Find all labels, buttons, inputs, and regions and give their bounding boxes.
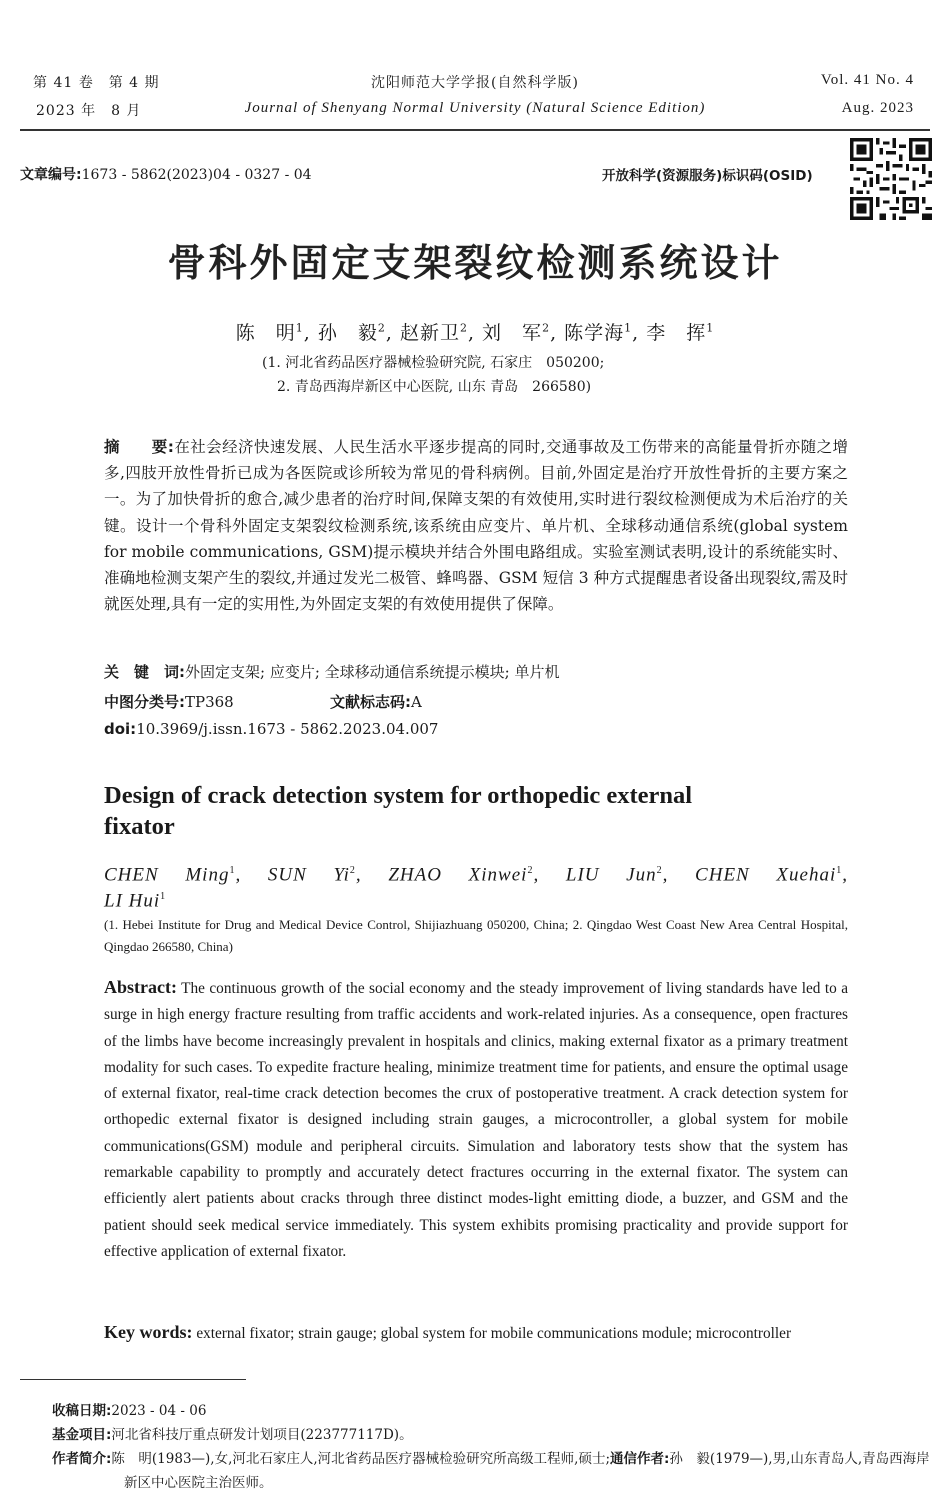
abstract-en-label: Abstract: xyxy=(104,977,177,997)
footnote-rule xyxy=(20,1379,246,1380)
abstract-cn-label: 摘 要: xyxy=(104,438,174,456)
affiliation-cn-2: 2. 青岛西海岸新区中心医院, 山东 青岛 266580) xyxy=(277,379,592,395)
title-cn: 骨科外固定支架裂纹检测系统设计 xyxy=(167,241,783,285)
author-cn-name: 孙 毅 xyxy=(317,322,378,344)
document-code-label: 文献标志码: xyxy=(330,693,411,711)
author-cn-affiliation-mark: 2 xyxy=(377,321,386,335)
author-cn-name: 陈 明 xyxy=(235,322,296,344)
abstract-cn xyxy=(104,434,848,617)
author-en-name: LIU Jun xyxy=(565,864,657,886)
bio-text: 陈 明(1983—),女,河北石家庄人,河北省药品医疗器械检验研究所高级工程师,硕士; xyxy=(111,1451,611,1467)
doi-value[interactable]: 10.3969/j.issn.1673 - 5862.2023.04.007 xyxy=(136,720,439,738)
keywords-en xyxy=(104,1319,848,1347)
authors-cn: 陈 明$^1$, 孙 毅$^2$, 赵新卫$^2$, 刘 军$^2$, 陈学海$^1$, 李 挥$^1$ xyxy=(235,321,715,344)
author-cn-affiliation-mark: 1 xyxy=(624,321,633,335)
authors-en-line-2 xyxy=(104,884,848,914)
abstract-cn-text: 在社会经济快速发展、人民生活水平逐步提高的同时,交通事故及工伤带来的高能量骨折亦随之增多,四肢开放性骨折已成为各医院或诊所较为常见的骨科病例。目前,外固定是治疗开放性骨折的主要方案之一。为了加快骨折的愈合,减少患者的治疗时间,保障支架的有效使用,实时进行裂纹检测便成为术后治疗的关键。设计一个骨科外固定支架裂纹检测系统,该系统由应变片、单片机、全球移动通信系统(global system for mobile communications, GSM)提示模块并结合外围电路组成。实验室测试表明,设计的系统能实时、准确地检测支架产生的裂纹,并通过发光二极管、蜂鸣器、GSM 短信 3 种方式提醒患者设备出现裂纹,需及时就医处理,具有一定的实用性,为外固定支架的有效使用提供了保障。 xyxy=(104,438,848,614)
author-en-affiliation-mark: 2 xyxy=(349,865,356,876)
author-en-affiliation-mark: 2 xyxy=(656,865,663,876)
author-cn-affiliation-mark: 1 xyxy=(706,321,715,335)
author-cn-name: 赵新卫 xyxy=(399,322,460,344)
fund-label: 基金项目: xyxy=(52,1427,112,1443)
fund-text: 河北省科技厅重点研发计划项目(223777117D)。 xyxy=(111,1427,413,1443)
author-en-affiliation-mark: 1 xyxy=(160,891,167,902)
author-en-name: CHEN Xuehai xyxy=(695,864,837,886)
received-label: 收稿日期: xyxy=(52,1403,112,1419)
clc-value: TP368 xyxy=(185,693,234,711)
doi-label: doi: xyxy=(104,720,137,738)
date-en: Aug. 2023 xyxy=(841,100,914,116)
abstract-en-text: The continuous growth of the social economy and the steady improvement of living standards have led to a surge in high energy fracture resulting from traffic accidents and work-related injuries. As a consequence, open fractures of the limbs have become increasingly prevalent in hospitals and clinics, making external fixator as a primary treatment modality for such cases. To expedite fracture healing, minimize treatment time for patients, and ensure the optimal usage of external fixator, real-time crack detection becomes the crux of postoperative treatment. A crack detection system for orthopedic external fixator is designed including strain gauges, a microcontroller, a global system for mobile communications(GSM) module and peripheral circuits. Simulation and laboratory tests show that the system has remarkable capability to promptly and accurately detect fractures occurring in the external fixator. The system can efficiently alert patients about cracks through three distinct modes-light emitting diode, a buzzer, and GSM and the patient should seek medical service immediately. This system exhibits promising practicality and provide support for effective application of external fixator. xyxy=(104,980,848,1260)
author-en-name: ZHAO Xinwei xyxy=(388,864,528,886)
keywords-cn-label: 关 键 词: xyxy=(104,663,185,681)
osid-label: 开放科学(资源服务)标识码(OSID) xyxy=(602,168,813,184)
footnote-received xyxy=(52,1399,932,1423)
authors-en-line-1: CHEN Ming$^1$, SUN Yi$^2$, ZHAO Xinwei$^2$, LIU Jun$^2$, CHEN Xuehai$^1$, xyxy=(104,864,848,886)
document-code xyxy=(330,691,422,712)
volume-issue: 第 41 卷 第 4 期 xyxy=(33,75,160,91)
author-en-affiliation-mark: 1 xyxy=(836,865,843,876)
author-en-affiliation-mark: 2 xyxy=(527,865,534,876)
header-rule xyxy=(20,129,930,131)
journal-name-cn: 沈阳师范大学学报(自然科学版) xyxy=(371,75,579,91)
clc-number xyxy=(104,691,234,712)
article-number-label: 文章编号: xyxy=(20,167,82,183)
journal-name-en: Journal of Shenyang Normal University (Natural Science Edition) xyxy=(244,100,706,116)
author-cn-name: 陈学海 xyxy=(564,322,625,344)
author-cn-name: 刘 军 xyxy=(482,322,543,344)
bio-label: 作者简介: xyxy=(52,1451,112,1467)
author-cn-affiliation-mark: 2 xyxy=(542,321,551,335)
title-en-line-1: Design of crack detection system for orthopedic external xyxy=(104,782,693,809)
keywords-en-label: Key words: xyxy=(104,1322,193,1342)
affiliation-cn-1: (1. 河北省药品医疗器械检验研究院, 石家庄 050200; xyxy=(262,355,605,371)
affiliation-en: (1. Hebei Institute for Drug and Medical Device Control, Shijiazhuang 050200, China; 2. Qingdao West Coast New Area Central Hospital, Qingdao 266580, China) xyxy=(104,917,848,954)
author-en-name: SUN Yi xyxy=(267,864,350,886)
author-en-name: CHEN Ming xyxy=(104,864,230,886)
keywords-cn-text: 外固定支架; 应变片; 全球移动通信系统提示模块; 单片机 xyxy=(185,663,560,681)
received-date: 2023 - 04 - 06 xyxy=(111,1403,207,1419)
keywords-cn xyxy=(104,661,559,682)
author-en-name: LI Hui xyxy=(104,890,161,912)
author-cn-affiliation-mark: 2 xyxy=(459,321,468,335)
footnote-bio xyxy=(52,1447,932,1495)
document-code-value: A xyxy=(411,693,422,711)
corresponding-text: 孙 毅(1979—),男,山东青岛人,青岛西海岸新区中心医院主治医师。 xyxy=(124,1451,930,1491)
article-number xyxy=(20,164,312,184)
osid-qr-code[interactable] xyxy=(850,138,932,220)
clc-label: 中图分类号: xyxy=(104,693,185,711)
volume-en: Vol. 41 No. 4 xyxy=(820,72,914,88)
footnote-fund xyxy=(52,1423,932,1447)
author-en-affiliation-mark: 1 xyxy=(229,865,236,876)
author-cn-name: 李 挥 xyxy=(646,322,707,344)
title-en-line-2: fixator xyxy=(104,813,175,840)
year-month: 2023 年 8 月 xyxy=(36,103,142,119)
author-cn-affiliation-mark: 1 xyxy=(295,321,304,335)
corresponding-label: 通信作者: xyxy=(610,1451,670,1467)
keywords-en-text: external fixator; strain gauge; global system for mobile communications module; microcontroller xyxy=(192,1325,792,1342)
article-number-value: 1673 - 5862(2023)04 - 0327 - 04 xyxy=(81,167,312,183)
doi xyxy=(104,720,438,738)
abstract-en xyxy=(104,974,848,1265)
